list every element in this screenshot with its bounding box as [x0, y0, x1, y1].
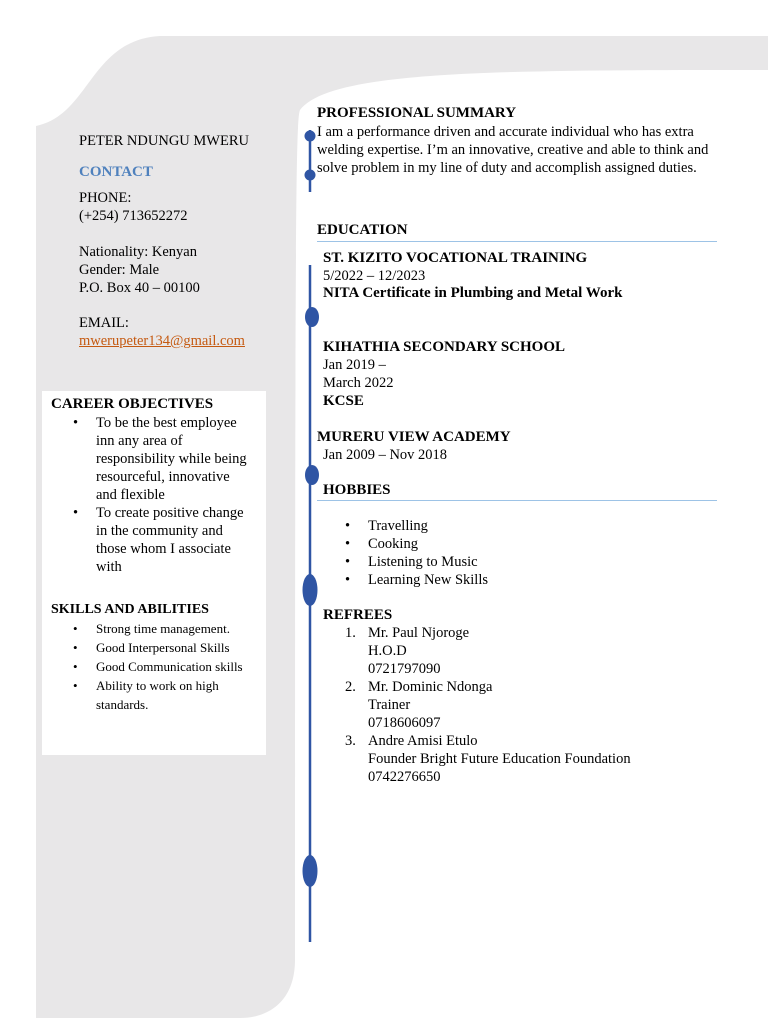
list-item: • To be the best employee inn any area of responsibility while being resourceful, innovative and flexible	[51, 414, 251, 504]
contact-heading: CONTACT	[79, 164, 153, 180]
referee-name: Andre Amisi Etulo	[368, 733, 478, 749]
referees-heading: REFREES	[323, 607, 393, 623]
list-item: • Good Communication skills	[51, 657, 266, 676]
list-item: • Listening to Music	[323, 553, 703, 571]
education-heading: EDUCATION	[317, 222, 408, 238]
list-item: • Ability to work on high standards.	[51, 676, 266, 714]
school-award: NITA Certificate in Plumbing and Metal Work	[323, 285, 623, 301]
school-name: ST. KIZITO VOCATIONAL TRAINING	[323, 250, 588, 266]
referee-role: Founder Bright Future Education Foundation	[368, 751, 631, 767]
referees-list	[323, 624, 723, 786]
full-name: PETER NDUNGU MWERU	[79, 133, 249, 149]
referee-name: Mr. Paul Njoroge	[368, 625, 470, 641]
hobbies-divider	[317, 500, 717, 501]
nationality: Nationality: Kenyan	[79, 244, 197, 260]
list-item: • To create positive change in the community and those whom I associate with	[51, 504, 251, 576]
hobbies-heading: HOBBIES	[323, 482, 391, 498]
list-item	[323, 732, 723, 786]
school-dates: March 2022	[323, 375, 394, 391]
list-item: • Strong time management.	[51, 619, 266, 638]
list-item: • Learning New Skills	[323, 571, 703, 589]
referee-name: Mr. Dominic Ndonga	[368, 679, 493, 695]
list-item: • Travelling	[323, 517, 703, 535]
list-item: • Cooking	[323, 535, 703, 553]
timeline	[296, 120, 326, 950]
career-list	[51, 414, 251, 576]
phone-value: (+254) 713652272	[79, 208, 188, 224]
school-award: KCSE	[323, 393, 364, 409]
referee-phone: 0718606097	[368, 715, 441, 731]
referee-role: H.O.D	[368, 643, 407, 659]
skills-list	[51, 619, 266, 714]
email-label: EMAIL:	[79, 315, 129, 331]
school-dates: Jan 2009 – Nov 2018	[323, 447, 448, 463]
education-divider	[317, 241, 717, 242]
referee-phone: 0721797090	[368, 661, 441, 677]
hobbies-list	[323, 517, 703, 589]
list-item	[323, 678, 723, 732]
career-heading: CAREER OBJECTIVES	[51, 396, 214, 412]
referee-phone: 0742276650	[368, 769, 441, 785]
skills-heading: SKILLS AND ABILITIES	[51, 602, 209, 617]
referee-role: Trainer	[368, 697, 411, 713]
school-dates: Jan 2019 –	[323, 357, 386, 373]
po-box: P.O. Box 40 – 00100	[79, 280, 200, 296]
phone-label: PHONE:	[79, 190, 132, 206]
summary-text: I am a performance driven and accurate individual who has extra welding expertise. I’m an innovative, creative and able to think and solve problem in my line of duty and accomplish assigned duties.	[317, 124, 709, 176]
gender: Gender: Male	[79, 262, 160, 278]
referee-number: 3.	[345, 733, 356, 749]
list-item	[323, 624, 723, 678]
list-item: • Good Interpersonal Skills	[51, 638, 266, 657]
school-name: KIHATHIA SECONDARY SCHOOL	[323, 339, 566, 355]
school-name: MURERU VIEW ACADEMY	[317, 429, 511, 445]
school-dates: 5/2022 – 12/2023	[323, 268, 426, 284]
referee-number: 2.	[345, 679, 356, 695]
email-link[interactable]: mwerupeter134@gmail.com	[79, 333, 245, 349]
referee-number: 1.	[345, 625, 356, 641]
summary-heading: PROFESSIONAL SUMMARY	[317, 105, 517, 121]
